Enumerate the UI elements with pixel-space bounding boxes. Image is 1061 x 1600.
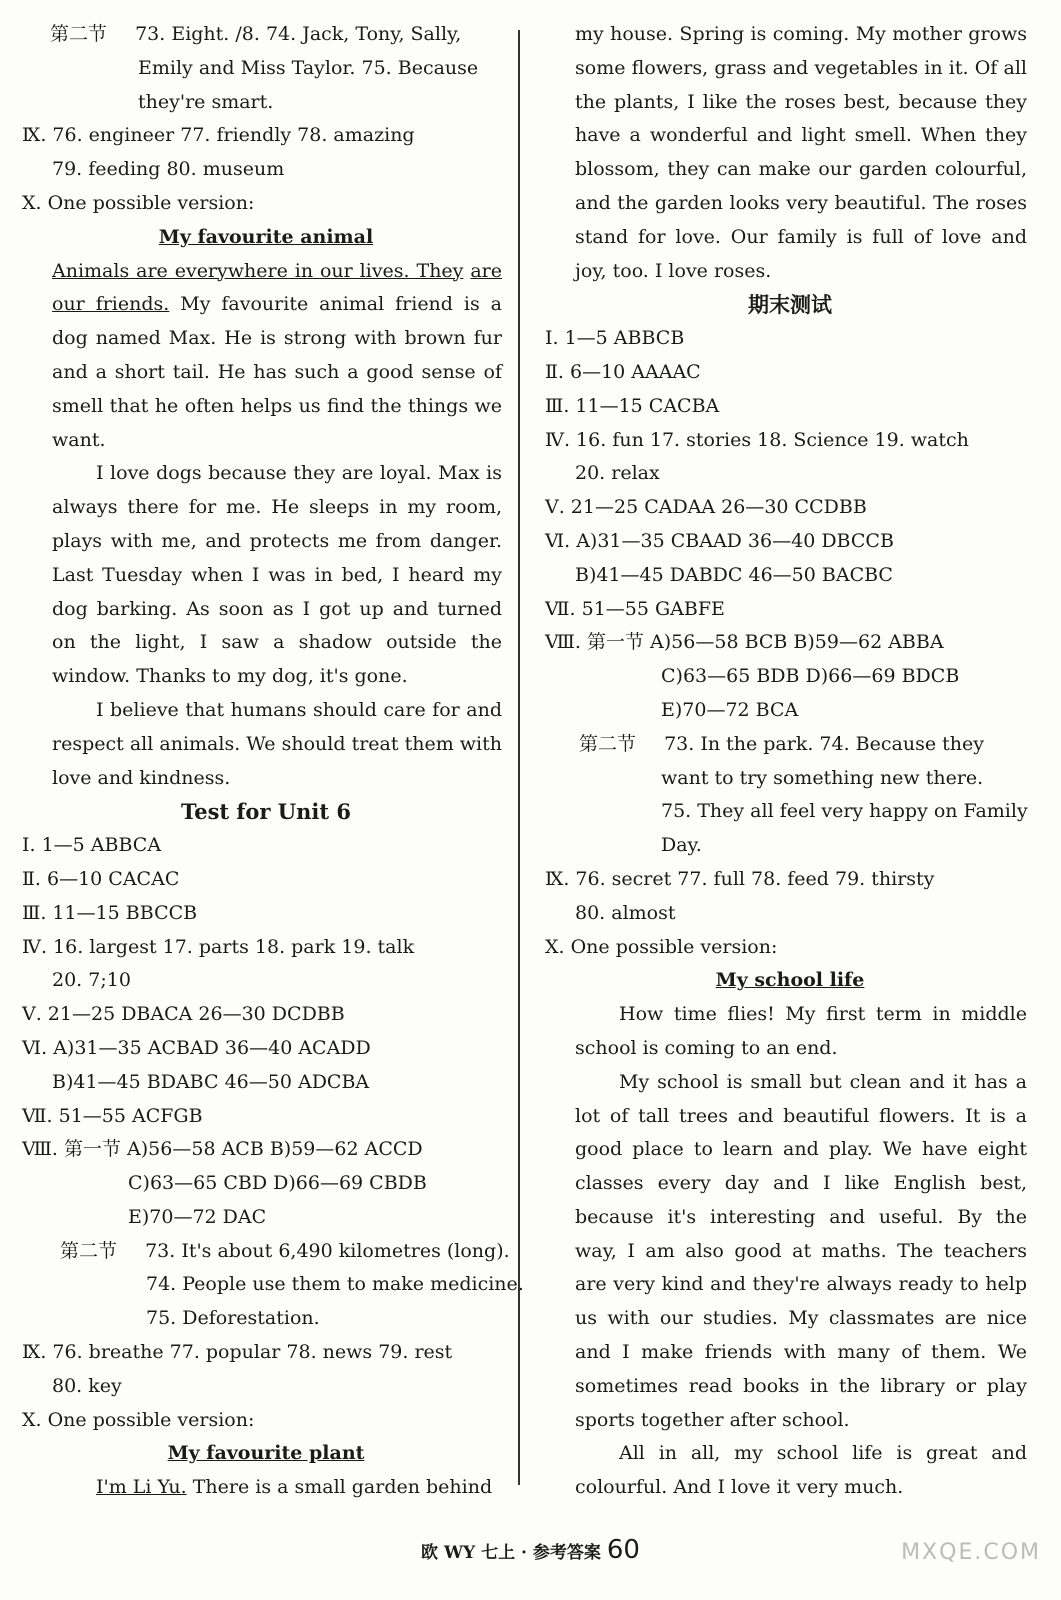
answer-line: Ⅹ. One possible version: (545, 935, 778, 958)
answer-line: Ⅴ. 21—25 CADAA 26—30 CCDBB (545, 496, 867, 519)
answer-line: Ⅸ. 76. secret 77. full 78. feed 79. thirsty (545, 867, 935, 890)
answer-line: Ⅴ. 21—25 DBACA 26—30 DCDBB (22, 1003, 345, 1026)
essay-title-text: My favourite plant (167, 1442, 365, 1465)
answer-line: Day. (661, 834, 702, 857)
answer-line: Ⅷ. 第一节 A)56—58 ACB B)59—62 ACCD (22, 1138, 423, 1161)
answer-line: Ⅳ. 16. fun 17. stories 18. Science 19. watch (545, 428, 969, 451)
essay-paragraph (22, 255, 510, 458)
answer-line: E)70—72 DAC (128, 1205, 267, 1228)
answer-line: Ⅵ. A)31—35 CBAAD 36—40 DBCCB (545, 529, 894, 552)
answer-line: Ⅵ. A)31—35 ACBAD 36—40 ACADD (22, 1036, 371, 1059)
answer-line: Ⅱ. 6—10 AAAAC (545, 360, 701, 383)
answer-line: Ⅰ. 1—5 ABBCA (22, 834, 162, 857)
left-column (22, 18, 524, 1505)
answer-line: B)41—45 BDABC 46—50 ADCBA (52, 1070, 370, 1093)
essay-paragraph: I believe that humans should care for and respect all animals. We should treat them with love and kindness. (52, 698, 502, 789)
answer-line: 74. People use them to make medicine. (146, 1273, 524, 1296)
answer-line: they're smart. (138, 90, 274, 113)
footer-label: 欧 WY 七上 · 参考答案 (421, 1543, 601, 1563)
answer-line: 20. relax (575, 462, 660, 485)
section-label: 第二节 (579, 732, 637, 755)
essay-paragraph: How time flies! My first term in middle school is coming to an end. (575, 1003, 1027, 1059)
section-label: 第二节 (60, 1239, 118, 1262)
section2-row (545, 728, 1035, 762)
answer-line: E)70—72 BCA (661, 698, 799, 721)
answer-line: Ⅶ. 51—55 GABFE (545, 597, 725, 620)
answer-line: Emily and Miss Taylor. 75. Because (138, 56, 479, 79)
answer-line: 75. Deforestation. (146, 1307, 320, 1330)
essay-title-text: My favourite animal (158, 225, 374, 248)
underlined-text: Animals are everywhere in our lives. They (52, 259, 464, 282)
column-divider (518, 30, 520, 1485)
paragraph-text: My favourite animal friend is a dog named Max. He is strong with brown fur and a short tail. He has such a good sense of smell that he often helps us find the things we want. (52, 293, 502, 451)
answer-line: 73. Eight. /8. 74. Jack, Tony, Sally, (135, 23, 462, 45)
answer-line: Ⅳ. 16. largest 17. parts 18. park 19. talk (22, 935, 415, 958)
answer-line: want to try something new there. (661, 766, 984, 789)
answer-line: C)63—65 CBD D)66—69 CBDB (128, 1172, 427, 1195)
answer-line: Ⅱ. 6—10 CACAC (22, 867, 180, 890)
right-column (545, 18, 1035, 1505)
essay-paragraph: All in all, my school life is great and colourful. And I love it very much. (575, 1442, 1027, 1499)
answer-line: 20. 7;10 (52, 969, 131, 992)
watermark: MXQE.COM (901, 1540, 1041, 1565)
paragraph-text: There is a small garden behind (186, 1476, 493, 1499)
answer-line: Ⅸ. 76. engineer 77. friendly 78. amazing (22, 124, 415, 147)
section-heading: Test for Unit 6 (180, 799, 351, 825)
essay-paragraph (22, 1471, 510, 1505)
essay-paragraph: my house. Spring is coming. My mother grows some flowers, grass and vegetables in it. Of all the plants, I like the roses best, because they have a wonderful and light smell. When they blossom, they can make our garden colourful, and the garden looks very beautiful. The roses stand for love. Our family is full of love and joy, too. I love roses. (575, 23, 1027, 282)
answer-line: C)63—65 BDB D)66—69 BDCB (661, 665, 960, 688)
answer-line: Ⅰ. 1—5 ABBCB (545, 327, 685, 350)
answer-line: Ⅸ. 76. breathe 77. popular 78. news 79. rest (22, 1341, 453, 1364)
answer-line: 73. It's about 6,490 kilometres (long). (145, 1239, 510, 1262)
essay-title-text: My school life (715, 969, 865, 992)
underlined-text: I'm Li Yu. (96, 1476, 187, 1499)
essay-title (22, 221, 510, 255)
answer-line: Ⅷ. 第一节 A)56—58 BCB B)59—62 ABBA (545, 631, 944, 654)
section2-row (22, 1235, 510, 1269)
answer-line: B)41—45 DABDC 46—50 BACBC (575, 563, 893, 586)
essay-paragraph: My school is small but clean and it has a lot of tall trees and beautiful flowers. It is a good place to learn and play. We have eight classes every day and I like English best, because it's interesting and useful. By the way, I am also good at maths. The teachers are very kind and they're always ready to help us with our studies. My classmates are nice and I make friends with many of them. We sometimes read books in the library or play sports together after school. (575, 1070, 1027, 1431)
answer-line: Ⅲ. 11—15 BBCCB (22, 901, 198, 924)
answer-line: 75. They all feel very happy on Family (661, 800, 1028, 823)
section-label: 第二节 (50, 23, 108, 45)
answer-line: Ⅲ. 11—15 CACBA (545, 394, 720, 417)
answer-line: 80. key (52, 1374, 122, 1397)
answer-line: 80. almost (575, 901, 676, 924)
answer-line: 73. In the park. 74. Because they (664, 732, 984, 755)
essay-title (545, 964, 1035, 998)
essay-paragraph: I love dogs because they are loyal. Max is always there for me. He sleeps in my room, plays with me, and protects me from danger. Last Tuesday when I was in bed, I heard my dog barking. As soon as I got up and turned on the light, I saw a shadow outside the window. Thanks to my dog, it's gone. (52, 462, 502, 688)
answer-line: Ⅹ. One possible version: (22, 1408, 255, 1431)
answer-line: Ⅶ. 51—55 ACFGB (22, 1104, 203, 1127)
underlined-text: are our friends. (52, 259, 502, 316)
section-heading: 期末测试 (748, 292, 832, 318)
answer-line: Ⅹ. One possible version: (22, 191, 255, 214)
page-number: 60 (606, 1535, 640, 1565)
section2-row (22, 18, 510, 52)
answer-line: 79. feeding 80. museum (52, 158, 285, 181)
essay-title (22, 1437, 510, 1471)
